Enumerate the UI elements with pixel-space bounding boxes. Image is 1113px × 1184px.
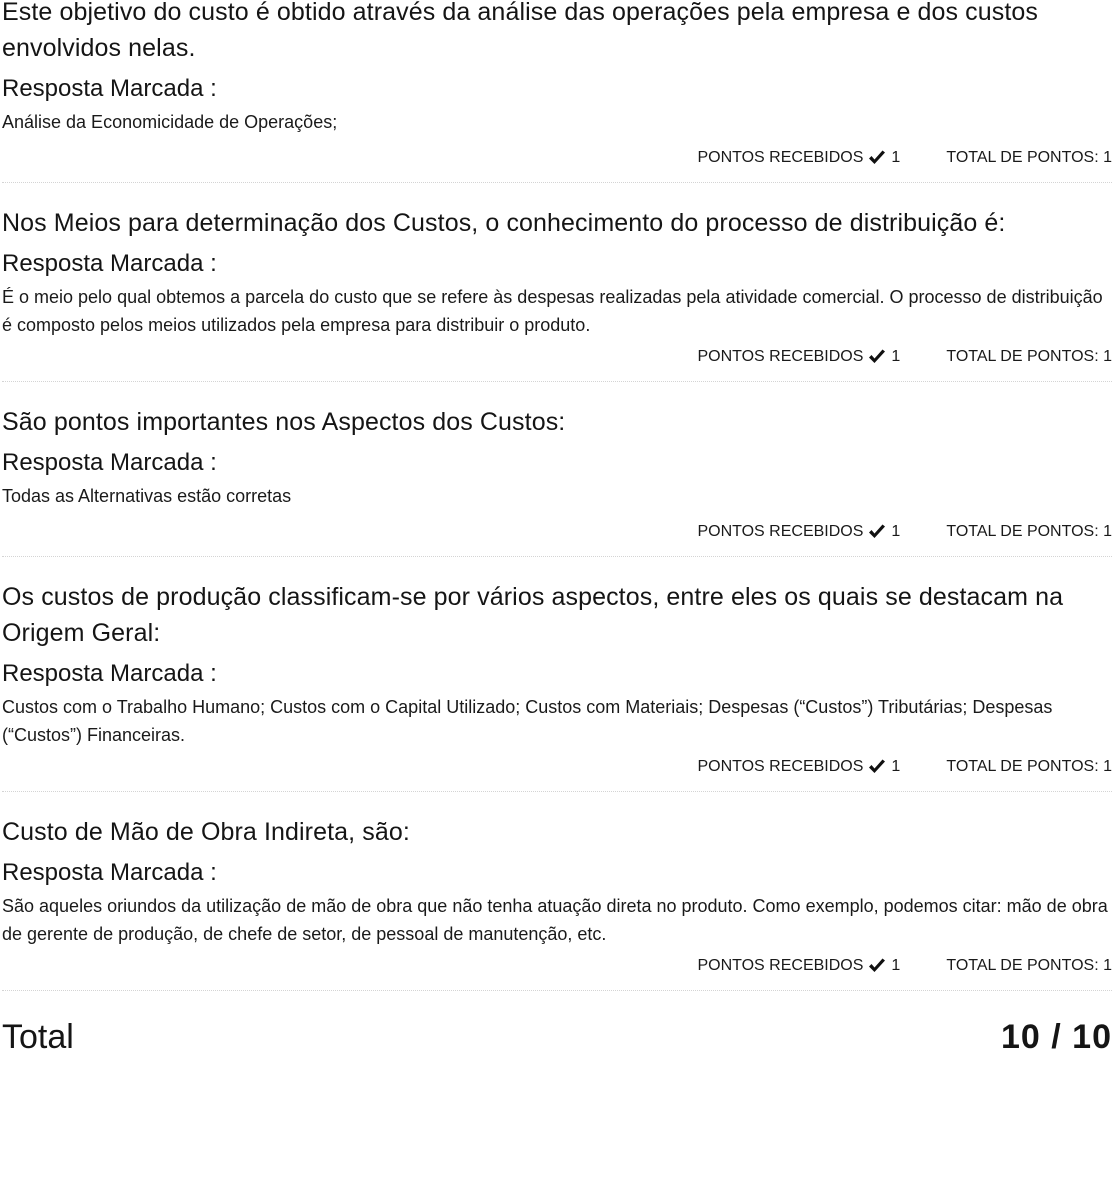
check-icon <box>867 524 887 540</box>
score-row <box>2 956 1112 976</box>
total-points: TOTAL DE PONTOS: 1 <box>946 957 1112 974</box>
quiz-results <box>2 0 1112 1057</box>
points-received <box>697 757 900 777</box>
points-received <box>697 956 900 976</box>
answer-text: Custos com o Trabalho Humano; Custos com o Capital Utilizado; Custos com Materiais; Despesas (“Custos”) Tributárias; Despesas (“Custos”) Financeiras. <box>2 697 1053 745</box>
divider <box>2 990 1112 991</box>
points-received <box>697 522 900 542</box>
answer-text: Todas as Alternativas estão corretas <box>2 486 292 506</box>
question-block <box>2 557 1112 792</box>
question-text: Nos Meios para determinação dos Custos, o conhecimento do processo de distribuição é: <box>2 209 1006 237</box>
total-score: 10 / 10 <box>1001 1018 1112 1056</box>
points-received-label: PONTOS RECEBIDOS <box>697 758 864 775</box>
answer-text: Análise da Economicidade de Operações; <box>2 112 338 132</box>
points-received <box>697 347 900 367</box>
score-row <box>2 347 1112 367</box>
points-received-value: 1 <box>891 957 901 974</box>
points-received <box>697 148 900 168</box>
question-block <box>2 0 1112 183</box>
check-icon <box>867 349 887 365</box>
answer-heading: Resposta Marcada : <box>2 859 217 886</box>
points-received-label: PONTOS RECEBIDOS <box>697 149 864 166</box>
question-block <box>2 792 1112 991</box>
total-points: TOTAL DE PONTOS: 1 <box>946 348 1112 365</box>
points-received-value: 1 <box>891 149 901 166</box>
answer-heading: Resposta Marcada : <box>2 449 217 476</box>
question-text: São pontos importantes nos Aspectos dos Custos: <box>2 408 566 436</box>
score-row <box>2 522 1112 542</box>
answer-heading: Resposta Marcada : <box>2 75 217 102</box>
points-received-value: 1 <box>891 348 901 365</box>
question-block <box>2 183 1112 382</box>
total-points: TOTAL DE PONTOS: 1 <box>946 523 1112 540</box>
points-received-label: PONTOS RECEBIDOS <box>697 523 864 540</box>
points-received-label: PONTOS RECEBIDOS <box>697 348 864 365</box>
question-text: Este objetivo do custo é obtido através da análise das operações pela empresa e dos custos envolvidos nelas. <box>2 0 1039 62</box>
points-received-value: 1 <box>891 758 901 775</box>
answer-heading: Resposta Marcada : <box>2 250 217 277</box>
check-icon <box>867 150 887 166</box>
total-points: TOTAL DE PONTOS: 1 <box>946 149 1112 166</box>
question-text: Os custos de produção classificam-se por vários aspectos, entre eles os quais se destacam na Origem Geral: <box>2 583 1064 647</box>
question-text: Custo de Mão de Obra Indireta, são: <box>2 818 410 846</box>
total-points: TOTAL DE PONTOS: 1 <box>946 758 1112 775</box>
check-icon <box>867 759 887 775</box>
total-row <box>2 1017 1112 1057</box>
check-icon <box>867 958 887 974</box>
question-block <box>2 382 1112 557</box>
answer-heading: Resposta Marcada : <box>2 660 217 687</box>
score-row <box>2 757 1112 777</box>
points-received-label: PONTOS RECEBIDOS <box>697 957 864 974</box>
points-received-value: 1 <box>891 523 901 540</box>
total-label: Total <box>2 1018 74 1056</box>
answer-text: São aqueles oriundos da utilização de mão de obra que não tenha atuação direta no produto. Como exemplo, podemos citar: mão de obra de gerente de produção, de chefe de setor, de pessoal de manutenção, etc. <box>2 896 1108 944</box>
score-row <box>2 148 1112 168</box>
answer-text: É o meio pelo qual obtemos a parcela do custo que se refere às despesas realizadas pela atividade comercial. O processo de distribuição é composto pelos meios utilizados pela empresa para distribuir o produto. <box>2 287 1103 335</box>
